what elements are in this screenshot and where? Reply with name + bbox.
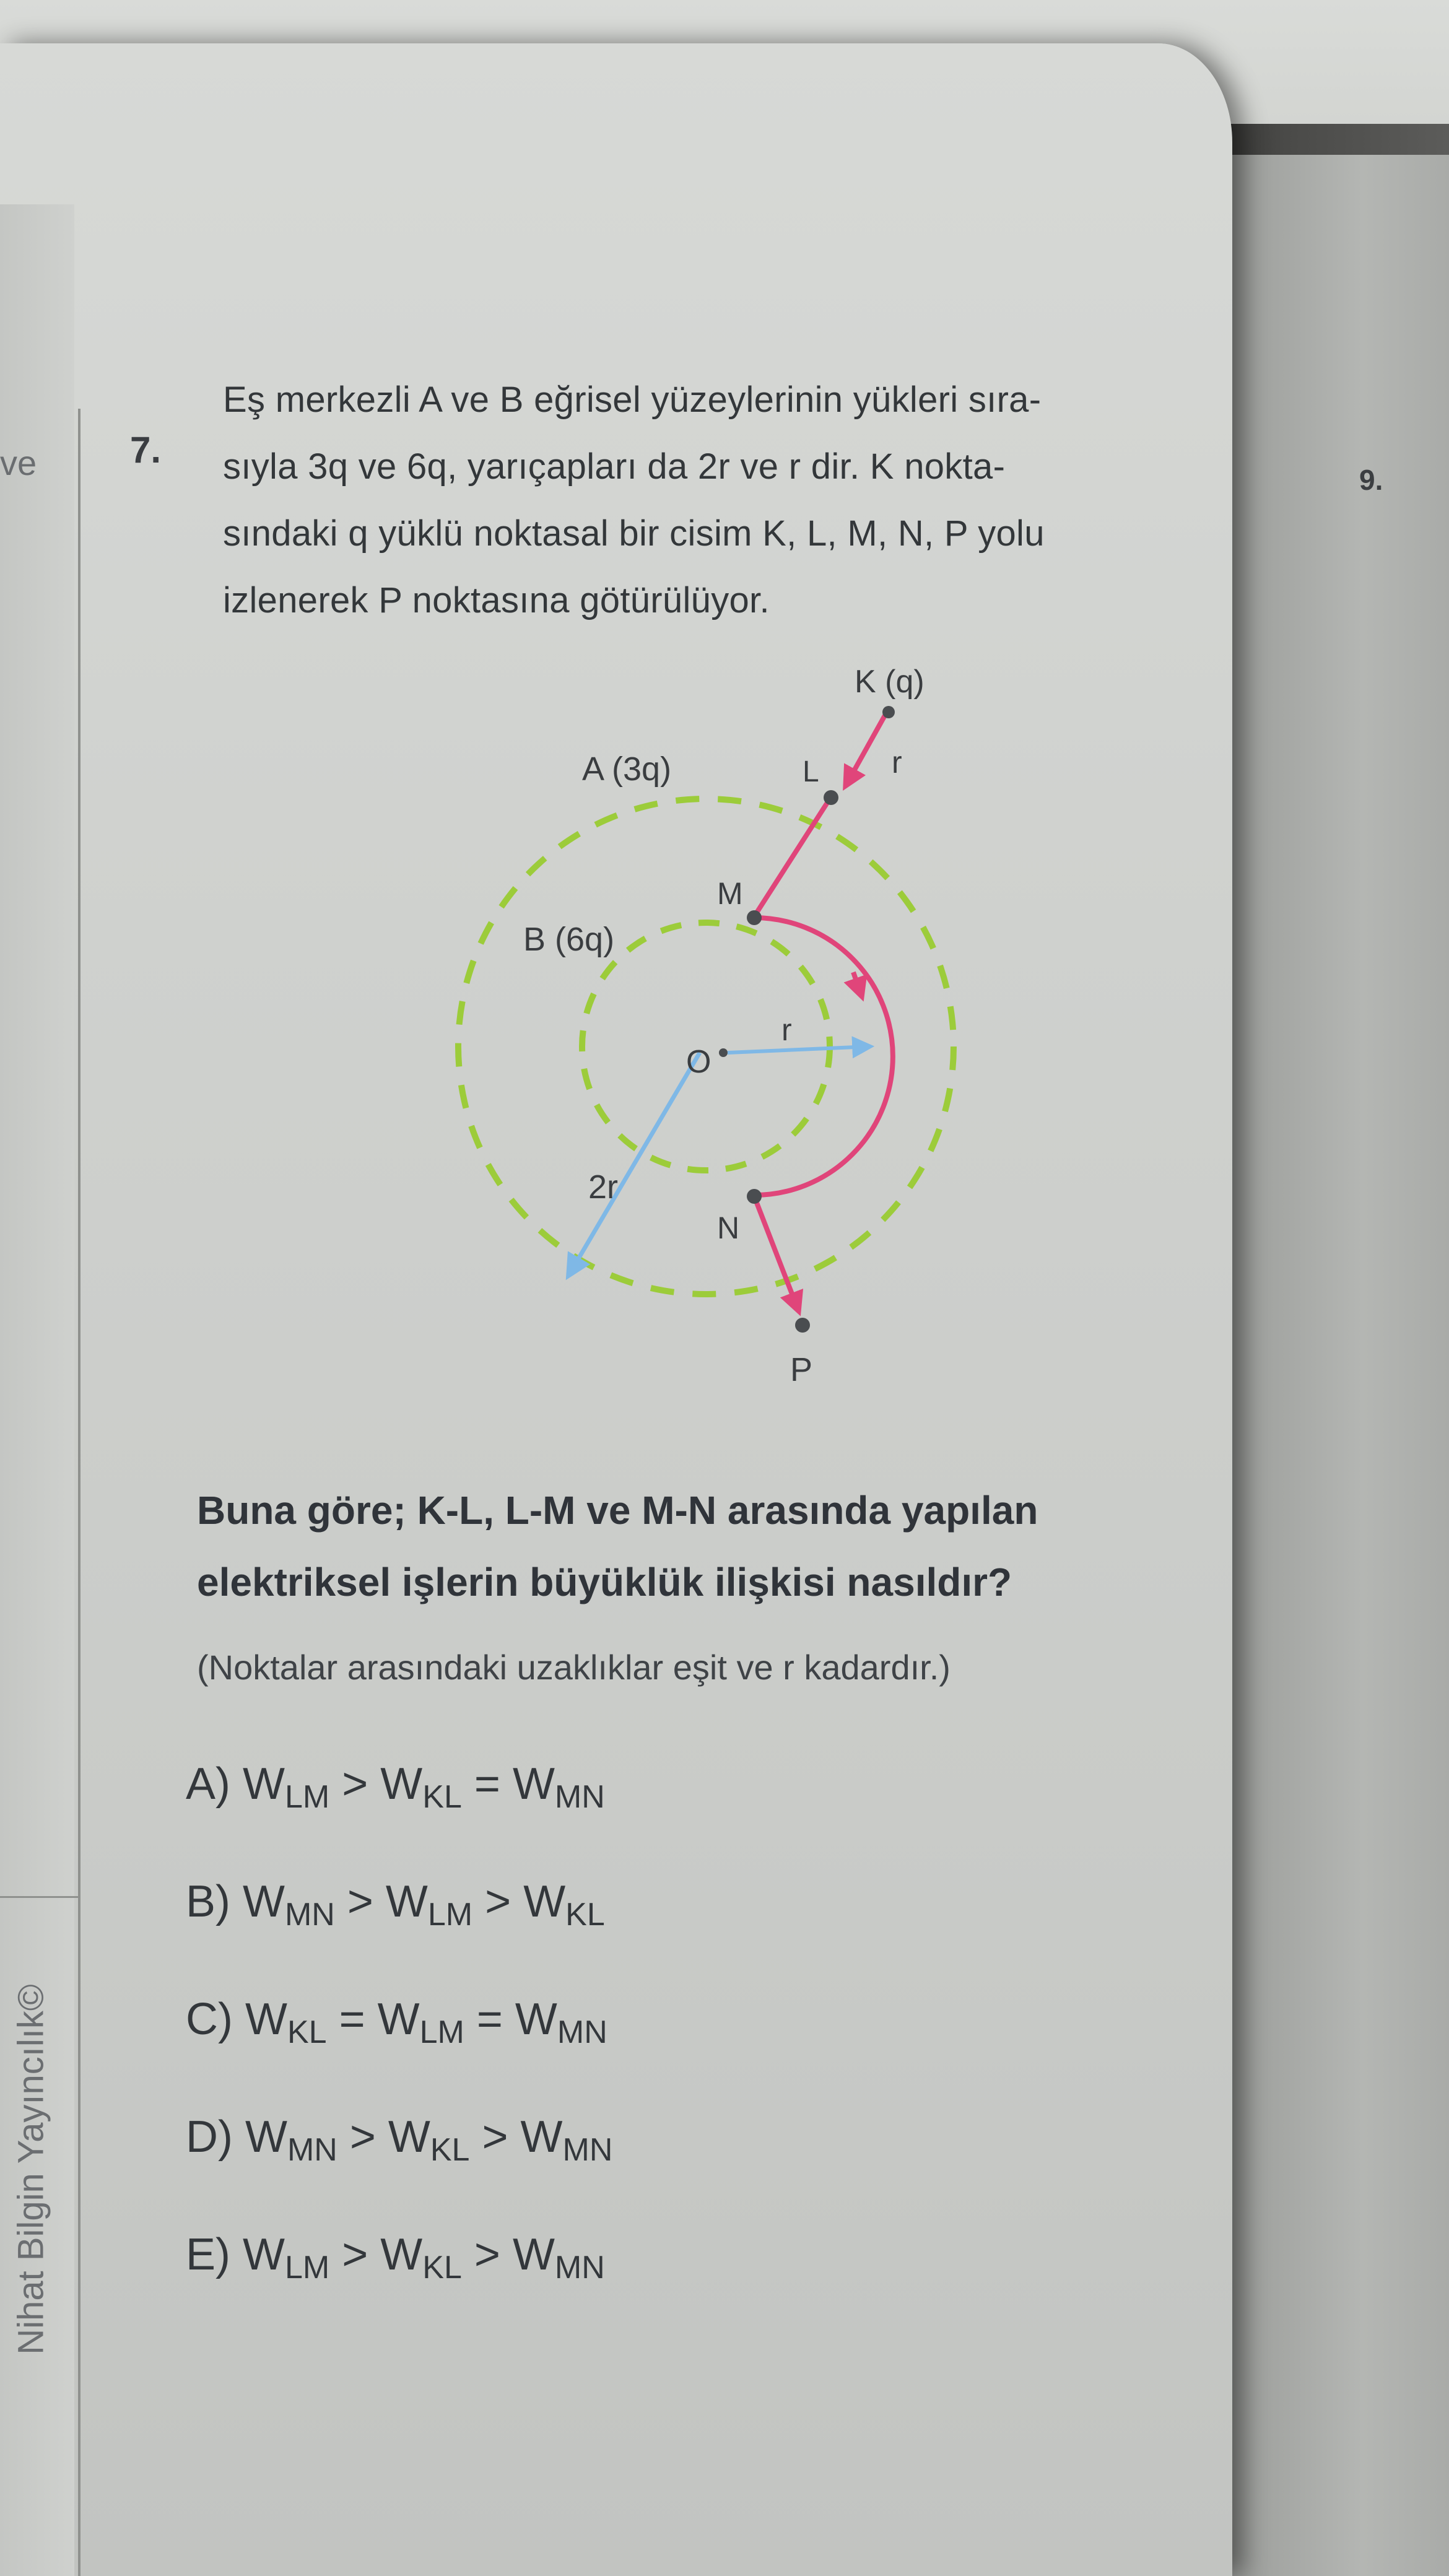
- label-p: P: [790, 1351, 813, 1388]
- option-letter: E): [186, 2230, 230, 2279]
- path-arc-arrow: [853, 972, 862, 997]
- question-prompt-line: Buna göre; K-L, L-M ve M-N arasında yapılan: [197, 1488, 1038, 1533]
- previous-page-fragment: ve: [0, 443, 37, 482]
- path-m-n-arc: [754, 918, 893, 1195]
- question-stem-line: izlenerek P noktasına götürülüyor.: [223, 580, 770, 620]
- option-letter: B): [186, 1877, 230, 1926]
- next-question-number: 9.: [1359, 464, 1383, 496]
- point-p: [795, 1318, 810, 1333]
- point-m: [747, 910, 762, 925]
- label-b: B (6q): [523, 921, 615, 958]
- label-2r: 2r: [588, 1168, 619, 1206]
- label-m: M: [717, 876, 743, 911]
- radius-r-arrow: [728, 1046, 870, 1053]
- option-letter: A): [186, 1759, 230, 1809]
- question-stem-line: sındaki q yüklü noktasal bir cisim K, L, M, N, P yolu: [223, 513, 1045, 554]
- answer-option-c[interactable]: C) $W_{KL} = W_{LM} = W_{MN}$: [186, 1995, 607, 2050]
- answer-option-e[interactable]: E) $W_{LM} > W_{KL} > W_{MN}$: [186, 2230, 605, 2286]
- publisher-vertical-text: Nihat Bilgin Yayıncılık©: [11, 1984, 51, 2355]
- question-number: 7.: [130, 429, 162, 471]
- label-n: N: [717, 1211, 740, 1245]
- answer-option-a[interactable]: A) $W_{LM} > W_{KL} = W_{MN}$: [186, 1759, 605, 1815]
- option-letter: D): [186, 2112, 233, 2162]
- point-k: [882, 706, 895, 718]
- question-stem-line: Eş merkezli A ve B eğrisel yüzeylerinin yükleri sıra-: [223, 380, 1042, 420]
- path-l-m: [754, 799, 830, 916]
- answer-option-b[interactable]: B) $W_{MN} > W_{LM} > W_{KL}$: [186, 1877, 605, 1933]
- point-n: [747, 1189, 762, 1204]
- option-letter: C): [186, 1995, 233, 2044]
- path-n-p: [754, 1196, 799, 1312]
- question-note: (Noktalar arasındaki uzaklıklar eşit ve r kadardır.): [197, 1648, 951, 1687]
- answer-option-d[interactable]: D) $W_{MN} > W_{KL} > W_{MN}$: [186, 2112, 613, 2168]
- label-k: K (q): [855, 664, 925, 700]
- label-o: O: [686, 1044, 711, 1080]
- label-r-top: r: [892, 745, 902, 780]
- point-o: [719, 1048, 728, 1057]
- question-prompt-line: elektriksel işlerin büyüklük ilişkisi nasıldır?: [197, 1560, 1012, 1604]
- question-stem-line: sıyla 3q ve 6q, yarıçapları da 2r ve r dir. K nokta-: [223, 446, 1006, 487]
- label-l: L: [803, 755, 819, 788]
- label-r-inner: r: [781, 1012, 792, 1047]
- label-a: A (3q): [582, 751, 672, 788]
- path-k-l: [845, 712, 887, 786]
- point-l: [824, 790, 838, 805]
